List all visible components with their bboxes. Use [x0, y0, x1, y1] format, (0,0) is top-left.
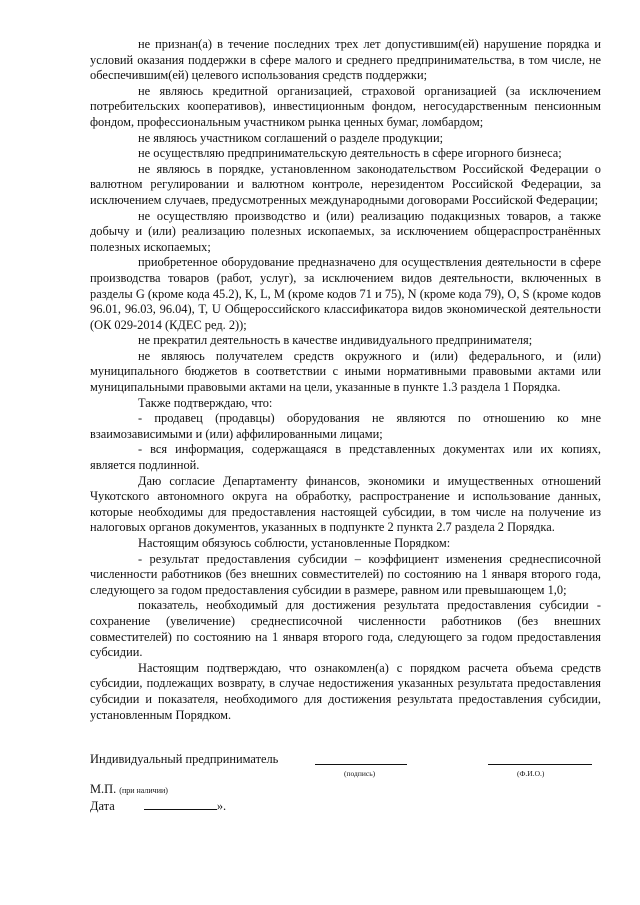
paragraph: не являюсь в порядке, установленном законодательством Российской Федерации о валютном регулировании и валютном контроле, нерезидентом Российской Федерации, за исключением случаев, предусмотренных международными договорами Российской Федерации; — [90, 161, 601, 207]
paragraph: - продавец (продавцы) оборудования не являются по отношению ко мне взаимозависимыми и (или) аффилированными лицами; — [90, 411, 601, 441]
paragraph: Настоящим подтверждаю, что ознакомлен(а) с порядком расчета объема средств субсидии, подлежащих возврату, в случае недостижения указанных результата предоставления субсидии и показателя, необходимого для достижения результата предоставления субсидии, установленным Порядком. — [90, 660, 601, 722]
paragraph: Даю согласие Департаменту финансов, экономики и имущественных отношений Чукотского автономного округа на обработку, распространение и использование данных, которые необходимы для предоставления настоящей субсидии, в том числе на получение из налоговых органов документов, указанных в подпункте 2 пункта 2.7 раздела 2 Порядка. — [90, 473, 601, 535]
date-line[interactable] — [144, 798, 217, 810]
date-row — [90, 798, 601, 814]
paragraph: не признан(а) в течение последних трех лет допустившим(ей) нарушение порядка и условий оказания поддержки в сфере малого и среднего предпринимательства, в том числе, не обеспечившим(ей) целевого использования средств поддержки; — [90, 37, 601, 83]
signature-caption: (подпись) — [344, 769, 376, 778]
entrepreneur-signature-row — [90, 752, 601, 778]
paragraph: приобретенное оборудование предназначено для осуществления деятельности в сфере производства товаров (работ, услуг), за исключением видов деятельности, включенных в разделы G (кроме кода 45.2), K, L, M (кроме кодов 71 и 75), N (кроме кода 79), O, S (кроме кодов 96.01, 96.03, 96.04), T, U Общероссийского классификатора видов экономической деятельности (ОК 029-2014 (КДЕС ред. 2)); — [90, 255, 601, 332]
stamp-note: (при наличии) — [119, 786, 168, 795]
stamp-row — [90, 782, 601, 798]
full-name-caption: (Ф.И.О.) — [517, 769, 545, 778]
paragraph: не являюсь участником соглашений о разделе продукции; — [138, 130, 444, 145]
stamp-label: М.П. — [90, 782, 117, 796]
paragraph: не являюсь кредитной организацией, страховой организацией (за исключением потребительских кооперативов), инвестиционным фондом, негосударственным пенсионным фондом, профессиональным участником рынка ценных бумаг, ломбардом; — [90, 83, 601, 129]
paragraph: Настоящим обязуюсь соблюсти, установленные Порядком: — [138, 536, 451, 550]
paragraph: - вся информация, содержащаяся в представленных документах или их копиях, является подлинной. — [90, 442, 601, 473]
full-name-line[interactable] — [488, 752, 592, 765]
date-label: Дата — [90, 799, 115, 813]
paragraph: не осуществляю производство и (или) реализацию подакцизных товаров, а также добычу и (или) реализацию полезных ископаемых, за исключением общераспространённых полезных ископаемых; — [90, 208, 601, 254]
entrepreneur-label: Индивидуальный предприниматель — [90, 752, 279, 766]
signature-line[interactable] — [315, 752, 407, 765]
paragraph: не осуществляю предпринимательскую деятельность в сфере игорного бизнеса; — [138, 146, 562, 161]
date-suffix: ». — [216, 799, 227, 813]
paragraph: не прекратил деятельность в качестве индивидуального предпринимателя; — [138, 333, 533, 348]
paragraph: показатель, необходимый для достижения результата предоставления субсидии - сохранение (увеличение) среднесписочной численности работников (без внешних совместителей) по состоянию на 1 января второго года, следующего за годом предоставления субсидии. — [90, 598, 601, 660]
paragraph: - результат предоставления субсидии – коэффициент изменения среднесписочной численности работников (без внешних совместителей) по состоянию на 1 января второго года, следующего за годом предоставления субсидии в размере, равном или превышающем 1,0; — [90, 551, 601, 597]
paragraph: не являюсь получателем средств окружного и (или) федерального, и (или) муниципального бюджетов в соответствии с иными нормативными правовыми актами или муниципальными правовыми актами на цели, указанные в пункте 1.3 раздела 1 Порядка. — [90, 348, 601, 395]
document-body — [90, 37, 601, 723]
paragraph: Также подтверждаю, что: — [138, 395, 273, 410]
signature-block — [90, 752, 601, 814]
